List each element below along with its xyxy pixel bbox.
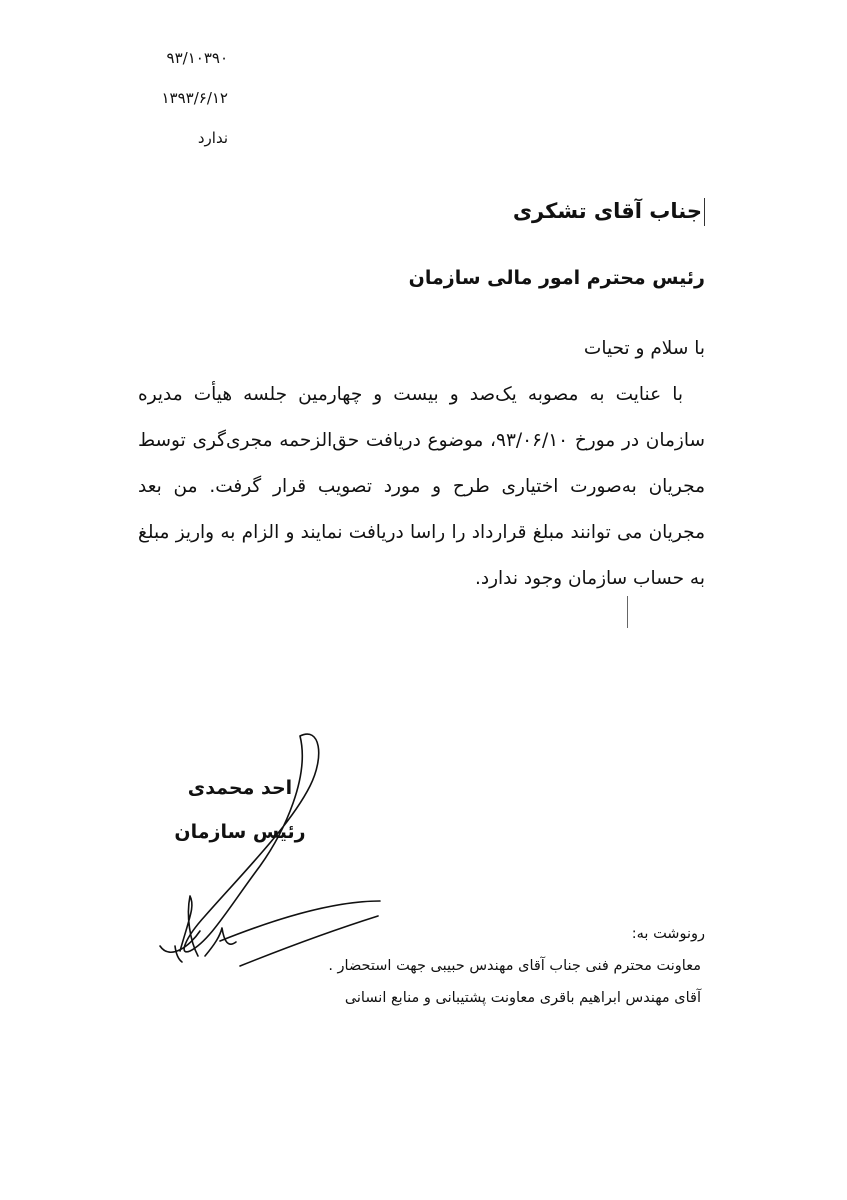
text-cursor-mark — [704, 198, 705, 226]
greeting: با سلام و تحیات — [583, 338, 705, 359]
addressee-position: رئیس محترم امور مالی سازمان — [408, 267, 705, 289]
text-cursor — [627, 596, 628, 628]
addressee-name: جناب آقای تشکری — [512, 199, 702, 223]
signer-title: رئیس سازمان — [174, 821, 306, 843]
signer-name: احد محمدی — [187, 777, 293, 799]
letter-number: ۹۳/۱۰۳۹۰ — [166, 49, 228, 67]
letter-body — [138, 326, 705, 602]
letter-date: ۱۳۹۳/۶/۱۲ — [161, 89, 228, 107]
letter-meta — [118, 38, 228, 158]
letter-attachment: ندارد — [197, 129, 228, 147]
body-paragraph: با عنایت به مصوبه یک‌صد و بیست و چهارمین جلسه هیأت مدیره سازمان در مورخ ۹۳/۰۶/۱۰، موضوع دریافت حق‌الزحمه مجری‌گری توسط مجریان به‌صورت اختیاری طرح و مورد تصویب قرار گرفت. من بعد مجریان می توانند مبلغ قرارداد را راسا دریافت نمایند و الزام به واریز مبلغ به حساب سازمان وجود ندارد. — [138, 384, 705, 589]
cc-block — [328, 918, 705, 1014]
cc-line-1: معاونت محترم فنی جناب آقای مهندس حبیبی جهت استحضار . — [328, 958, 701, 974]
addressee — [513, 198, 705, 226]
cc-heading: رونوشت به: — [631, 926, 705, 942]
cc-line-2: آقای مهندس ابراهیم باقری معاونت پشتیبانی و منابع انسانی — [344, 990, 701, 1006]
